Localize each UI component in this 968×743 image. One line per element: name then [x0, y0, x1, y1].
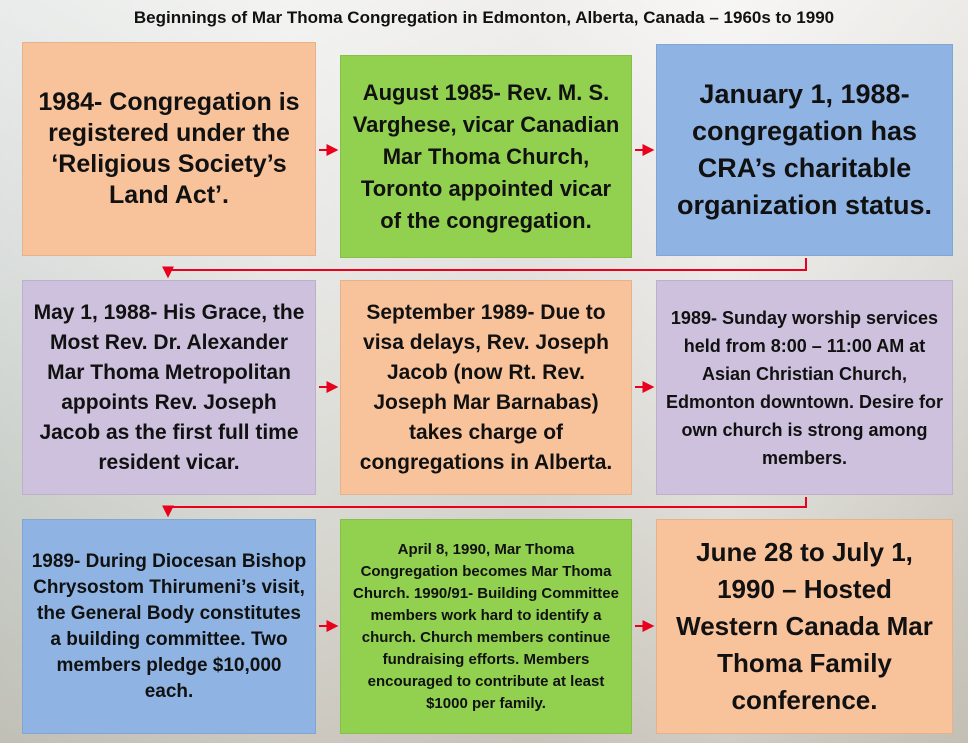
box-text: April 8, 1990, Mar Thoma Congregation becomes Mar Thoma Church. 1990/91- Building Committee members work hard to identify a church. Church members continue fundraising efforts. Members encouraged to contribute at least $1000 per family.: [353, 540, 619, 712]
box-text: 1984- Congregation is registered under the ‘Religious Society’s Land Act’.: [38, 88, 300, 209]
box-text: August 1985- Rev. M. S. Varghese, vicar Canadian Mar Thoma Church, Toronto appointed vicar of the congregation.: [352, 79, 620, 233]
box-text: June 28 to July 1, 1990 – Hosted Western Canada Mar Thoma Family conference.: [676, 537, 933, 715]
arrow-wrap-icon: [168, 258, 806, 276]
box-text: 1989- Sunday worship services held from 8:00 – 11:00 AM at Asian Christian Church, Edmonton downtown. Desire for own church is strong among members.: [666, 307, 943, 468]
arrow-wrap-icon: [168, 497, 806, 515]
box-text: September 1989- Due to visa delays, Rev. Joseph Jacob (now Rt. Rev. Joseph Mar Barnabas) takes charge of congregations in Alberta.: [359, 300, 613, 474]
box-text: January 1, 1988- congregation has CRA’s charitable organization status.: [676, 79, 933, 220]
page-title: Beginnings of Mar Thoma Congregation in Edmonton, Alberta, Canada – 1960s to 1990: [133, 8, 835, 27]
box-text: May 1, 1988- His Grace, the Most Rev. Dr. Alexander Mar Thoma Metropolitan appoints Rev. Joseph Jacob as the first full time resident vicar.: [33, 300, 305, 474]
box-text: 1989- During Diocesan Bishop Chrysostom Thirumeni’s visit, the General Body constitutes a building committee. Two members pledge $10,000 each.: [31, 550, 307, 702]
